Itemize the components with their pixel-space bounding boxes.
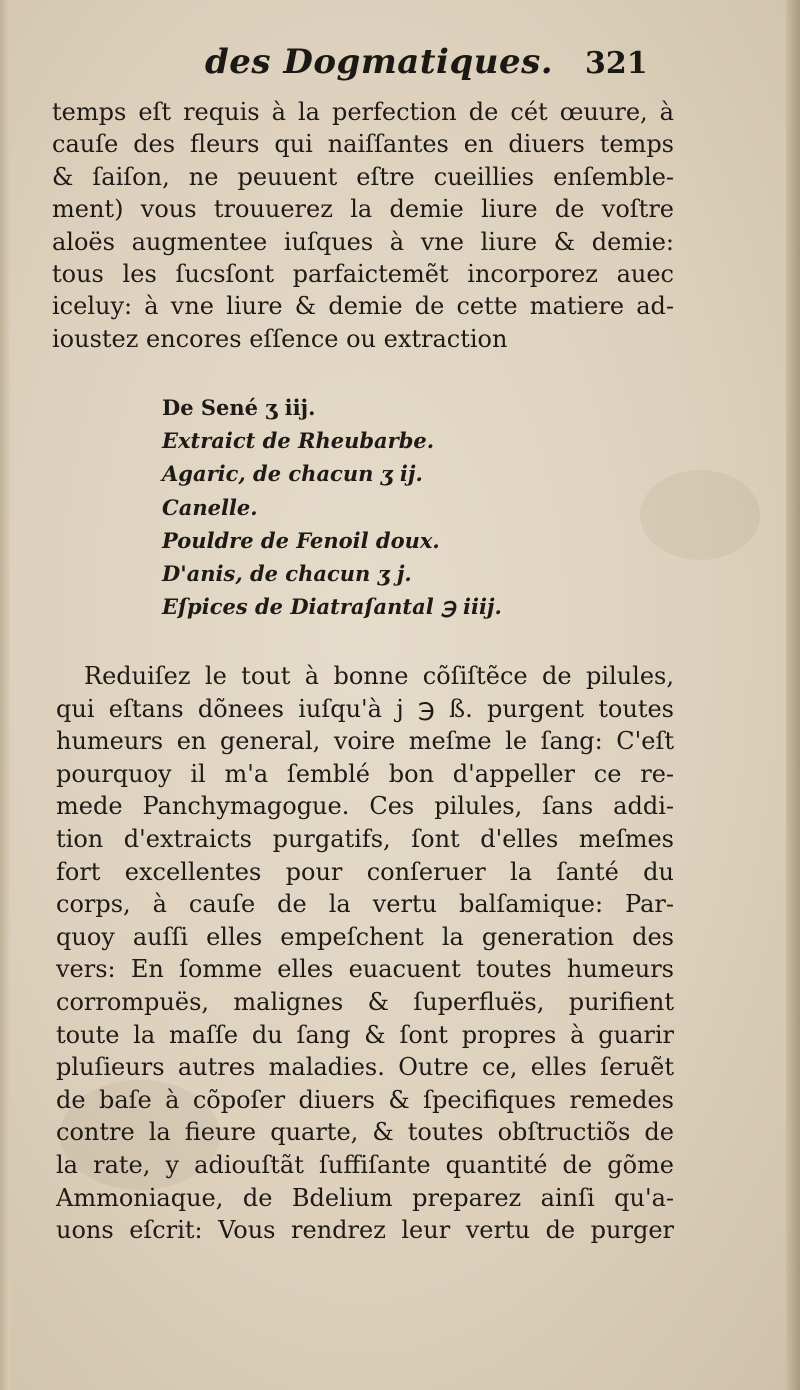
text-line: ioustez encores eſſence ou extraction xyxy=(52,324,508,353)
page-number: 321 xyxy=(585,46,648,81)
text-line: tous les ſucsſont parfaictemẽt incorporez auec xyxy=(52,260,674,289)
text-line: de baſe à cõpoſer diuers & ſpecifiques remedes xyxy=(56,1085,674,1114)
text-line: uons eſcrit: Vous rendrez leur vertu de purger xyxy=(56,1216,674,1245)
text-line: la rate, y adiouſtãt ſuffiſante quantité de gõme xyxy=(56,1150,674,1179)
text-line: Reduiſez le tout à bonne cõſiſtẽce de pilules, xyxy=(84,662,674,690)
text-line: corps, à cauſe de la vertu balſamique: Par- xyxy=(56,890,674,919)
text-line: corrompuës, malignes & ſuperfluës, purifient xyxy=(56,987,674,1016)
text-line: mede Panchymagogue. Ces pilules, ſans addi- xyxy=(56,792,674,821)
ingredient-item: Canelle. xyxy=(162,494,258,520)
text-line: & ſaiſon, ne peuuent eſtre cueillies enſemble- xyxy=(52,162,674,191)
text-line: cauſe des fleurs qui naiſſantes en diuers temps xyxy=(52,130,674,159)
text-line: humeurs en general, voire meſme le ſang: C'eſt xyxy=(56,727,674,756)
ingredient-item: Pouldre de Fenoil doux. xyxy=(162,527,440,553)
running-title: des Dogmatiques. xyxy=(205,42,554,82)
ingredient-item: D'anis, de chacun ʒ j. xyxy=(162,561,412,587)
text-line: Ammoniaque, de Bdelium preparez ainſi qu'a- xyxy=(56,1183,674,1212)
text-line: temps eſt requis à la perfection de cét œuure, à xyxy=(52,98,674,126)
text-line: toute la maſſe du ſang & ſont propres à guarir xyxy=(56,1020,674,1049)
ingredient-list xyxy=(162,391,682,623)
text-line: ment) vous trouuerez la demie liure de voſtre xyxy=(52,195,674,224)
text-line: pluſieurs autres maladies. Outre ce, elles ſeruẽt xyxy=(56,1053,674,1082)
paragraph-1 xyxy=(52,96,674,355)
ingredient-item: Agaric, de chacun ʒ ij. xyxy=(162,461,423,487)
text-line: qui eſtans dõnees iuſqu'à j ℈ ß. purgent toutes xyxy=(56,694,674,723)
text-line: aloës augmentee iuſques à vne liure & demie: xyxy=(52,227,674,256)
ingredient-item: Extraict de Rheubarbe. xyxy=(162,428,435,454)
text-line: quoy auſſi elles empeſchent la generation des xyxy=(56,922,674,951)
page-header xyxy=(0,42,800,92)
page-gutter-shadow xyxy=(0,0,10,1390)
text-line: vers: En ſomme elles euacuent toutes humeurs xyxy=(56,955,674,984)
text-line: contre la fieure quarte, & toutes obſtructiõs de xyxy=(56,1118,674,1147)
ingredient-item: De Sené ʒ iij. xyxy=(162,395,316,420)
text-line: fort excellentes pour conſeruer la ſanté du xyxy=(56,857,674,886)
text-line: pourquoy il m'a ſemblé bon d'appeller ce re- xyxy=(56,759,674,788)
text-line: tion d'extraicts purgatifs, ſont d'elles meſmes xyxy=(56,824,674,853)
paragraph-2 xyxy=(56,660,674,1247)
ingredient-item: Eſpices de Diatraſantal ℈ iiij. xyxy=(162,594,502,620)
page-edge-shadow xyxy=(786,0,800,1390)
text-line: iceluy: à vne liure & demie de cette matiere ad- xyxy=(52,292,674,321)
